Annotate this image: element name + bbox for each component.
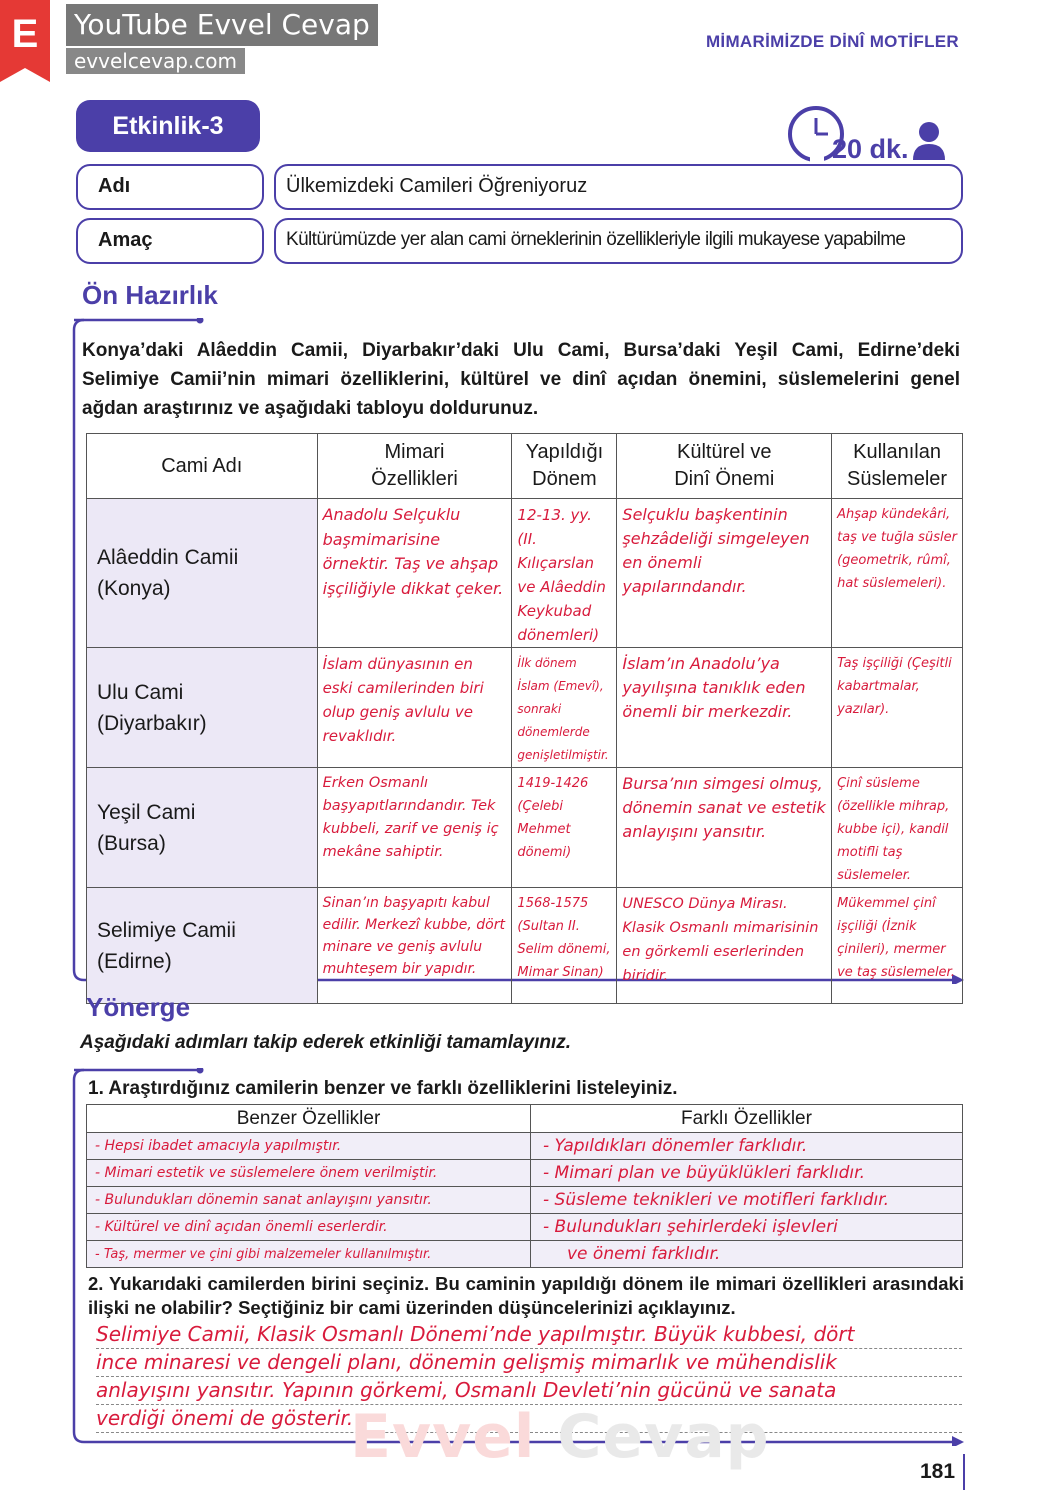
table-row: [87, 1160, 963, 1187]
table-row: [87, 1241, 963, 1268]
person-icon: [919, 122, 939, 142]
site-url: evvelcevap.com: [66, 48, 245, 74]
duration-text: 20 dk.: [832, 134, 909, 164]
period-answer: 1568-1575 (Sultan II. Selim dönemi, Mimar Sinan): [512, 888, 617, 1004]
period-answer: İlk dönem İslam (Emevî), sonraki dönemlerde genişletilmiştir.: [512, 648, 617, 768]
table-row: [87, 768, 963, 888]
architecture-answer: Anadolu Selçuklu başmimarisine örnektir. Taş ve ahşap işçiliğiyle dikkat çeker.: [317, 499, 512, 648]
mosque-name: Alâeddin Camii (Konya): [87, 499, 318, 648]
answer-line: Selimiye Camii, Klasik Osmanlı Dönemi’nde yapılmıştır. Büyük kubbesi, dört: [96, 1320, 962, 1349]
importance-answer: Bursa’nın simgesi olmuş, dönemin sanat ve estetik anlayışını yansıtır.: [617, 768, 832, 888]
similar-item: - Taş, mermer ve çini gibi malzemeler kullanılmıştır.: [87, 1241, 531, 1268]
different-item: ve önemi farklıdır.: [531, 1241, 963, 1268]
mosque-name: Yeşil Cami (Bursa): [87, 768, 318, 888]
answer-line: ince minaresi ve dengeli planı, dönemin gelişmiş mimarlık ve mühendislik: [96, 1348, 962, 1377]
header-architecture: Mimari Özellikleri: [317, 434, 512, 499]
period-answer: 1419-1426 (Çelebi Mehmet dönemi): [512, 768, 617, 888]
table-row: [87, 1214, 963, 1241]
activity-tag: Etkinlik-3: [76, 100, 260, 152]
similar-item: - Mimari estetik ve süslemelere önem verilmiştir.: [87, 1160, 531, 1187]
header-similar: Benzer Özellikler: [87, 1105, 531, 1133]
header-name: Cami Adı: [87, 434, 318, 499]
architecture-answer: İslam dünyasının en eski camilerinden biri olup geniş avlulu ve revaklıdır.: [317, 648, 512, 768]
decoration-answer: Taş işçiliği (Çeşitli kabartmalar, yazılar).: [832, 648, 963, 768]
period-answer: 12-13. yy. (II. Kılıçarslan ve Alâeddin Keykubad dönemleri): [512, 499, 617, 648]
table-header-row: [87, 1105, 963, 1133]
header-period: Yapıldığı Dönem: [512, 434, 617, 499]
channel-title: YouTube Evvel Cevap: [66, 4, 378, 46]
header-importance: Kültürel ve Dinî Önemi: [617, 434, 832, 499]
preparation-instruction: Konya’daki Alâeddin Camii, Diyarbakır’daki Ulu Cami, Bursa’daki Yeşil Cami, Edirne’deki Selimiye Camii’nin mimari özelliklerini, kültürel ve dinî açıdan önemini, süslemelerini genel ağdan araştırınız ve aşağıdaki tabloyu doldurunuz.: [82, 340, 960, 419]
different-item: - Bulundukları şehirlerdeki işlevleri: [531, 1214, 963, 1241]
different-item: - Süsleme teknikleri ve motifleri farklıdır.: [531, 1187, 963, 1214]
instructions-heading: Yönerge: [86, 992, 191, 1022]
architecture-answer: Erken Osmanlı başyapıtlarındandır. Tek kubbeli, zarif ve geniş iç mekâne sahiptir.: [317, 768, 512, 888]
table-row: [87, 648, 963, 768]
mosque-name: Selimiye Camii (Edirne): [87, 888, 318, 1004]
table-row: [87, 1133, 963, 1160]
answer-line: verdiği önemi de gösterir.: [96, 1404, 962, 1433]
decoration-answer: Ahşap kündekâri, taş ve tuğla süsler (geometrik, rûmî, hat süslemeleri).: [832, 499, 963, 648]
step1-question: 1. Araştırdığınız camilerin benzer ve farklı özelliklerini listeleyiniz.: [88, 1078, 678, 1099]
importance-answer: İslam’ın Anadolu’ya yayılışına tanıklık eden önemli bir merkezdir.: [617, 648, 832, 768]
instructions-intro: Aşağıdaki adımları takip ederek etkinliği tamamlayınız.: [80, 1032, 572, 1053]
different-item: - Yapıldıkları dönemler farklıdır.: [531, 1133, 963, 1160]
watermark: Evvel Cevap: [350, 1402, 770, 1472]
mosque-name: Ulu Cami (Diyarbakır): [87, 648, 318, 768]
table-header-row: [87, 434, 963, 499]
duration-indicator: [786, 104, 956, 166]
page-number: 181: [920, 1460, 956, 1483]
preparation-heading: Ön Hazırlık: [82, 280, 218, 310]
decoration-answer: Çinî süsleme (özellikle mihrap, kubbe içi), kandil motifli taş süslemeler.: [832, 768, 963, 888]
mosque-table: [86, 433, 963, 1004]
answer-line: anlayışını yansıtır. Yapının görkemi, Osmanlı Devleti’nin gücünü ve sanata: [96, 1376, 962, 1405]
header-decoration: Kullanılan Süslemeler: [832, 434, 963, 499]
comparison-table: [86, 1104, 963, 1268]
aim-label: Amaç: [76, 218, 264, 264]
page-number-bar: [963, 1454, 965, 1490]
header-different: Farklı Özellikler: [531, 1105, 963, 1133]
name-label: Adı: [76, 164, 264, 210]
name-value: Ülkemizdeki Camileri Öğreniyoruz: [274, 164, 963, 210]
table-row: [87, 499, 963, 648]
aim-value: Kültürümüzde yer alan cami örneklerinin özellikleriyle ilgili mukayese yapabilme: [274, 218, 963, 264]
table-row: [87, 1187, 963, 1214]
similar-item: - Kültürel ve dinî açıdan önemli eserlerdir.: [87, 1214, 531, 1241]
step2-question: 2. Yukarıdaki camilerden birini seçiniz. Bu caminin yapıldığı dönem ile mimari özellikleri arasındaki ilişki ne olabilir? Seçtiğiniz bir cami üzerinden düşüncelerinizi açıklayınız.: [88, 1273, 964, 1318]
table-row: [87, 888, 963, 1004]
importance-answer: Selçuklu başkentinin şehzâdeliği simgeleyen en önemli yapılarındandır.: [617, 499, 832, 648]
chapter-title: MİMARİMİZDE DİNÎ MOTİFLER: [705, 32, 959, 51]
decoration-answer: Mükemmel çinî işçiliği (İznik çinileri), mermer ve taş süslemeler.: [832, 888, 963, 1004]
similar-item: - Hepsi ibadet amacıyla yapılmıştır.: [87, 1133, 531, 1160]
brand-logo: E: [0, 0, 50, 68]
different-item: - Mimari plan ve büyüklükleri farklıdır.: [531, 1160, 963, 1187]
importance-answer: UNESCO Dünya Mirası. Klasik Osmanlı mimarisinin en görkemli eserlerinden biridir.: [617, 888, 832, 1004]
similar-item: - Bulundukları dönemin sanat anlayışını yansıtır.: [87, 1187, 531, 1214]
architecture-answer: Sinan’ın başyapıtı kabul edilir. Merkezî kubbe, dört minare ve geniş avlulu muhteşem bir yapıdır.: [317, 888, 512, 1004]
